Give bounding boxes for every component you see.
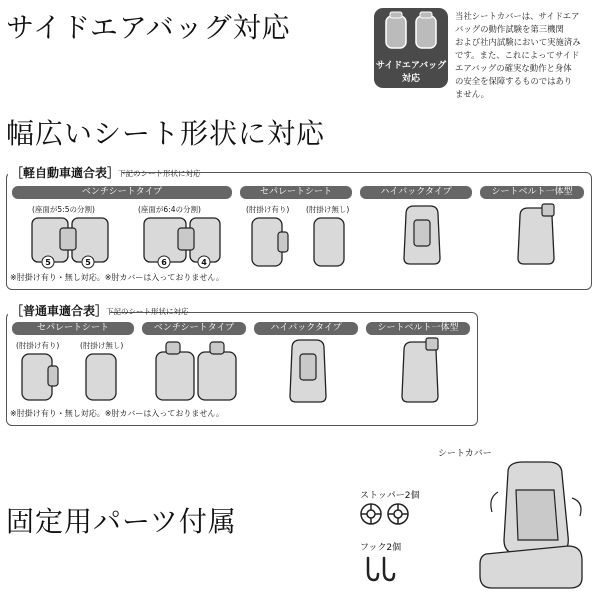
normal-header-bench: ベンチシートタイプ <box>142 322 246 335</box>
notice-line: および社内試験において実施済み <box>455 37 581 47</box>
normal-header-highback: ハイバックタイプ <box>254 322 358 335</box>
split-number: 4 <box>201 258 207 267</box>
kei-bench-sub-55: (座面が5:5の分割) <box>32 205 95 214</box>
kei-bench-sub-64: (座面が6:4の分割) <box>138 205 201 214</box>
kei-header-belt: シートベルト一体型 <box>480 186 584 199</box>
split-number: 6 <box>161 258 167 267</box>
kei-bench-64-number-labels <box>142 214 232 274</box>
normal-table-sub: 下記のシート形状に対応 <box>106 307 189 316</box>
kei-belt-seat-icon <box>514 202 564 268</box>
kei-highback-seat-icon <box>400 202 450 268</box>
heading-side-airbag: サイドエアバッグ対応 <box>6 11 291 44</box>
normal-sep-sub-noarm: (肘掛け無し) <box>80 341 124 350</box>
normal-separate-arm-seat-icon <box>18 350 68 406</box>
normal-header-belt: シートベルト一体型 <box>366 322 470 335</box>
notice-line: エアバッグの確実な動作と身体 <box>455 63 572 73</box>
heading-seat-shapes: 幅広いシート形状に対応 <box>6 117 326 150</box>
kei-sep-sub-noarm: (肘掛け無し) <box>306 205 350 214</box>
stopper-label: ストッパー2個 <box>360 491 420 501</box>
airbag-notice <box>455 10 595 101</box>
kei-table-label: ［軽自動車適合表］ <box>8 164 122 181</box>
notice-line: ません。 <box>455 89 490 99</box>
normal-sep-sub-arm: (肘掛け有り) <box>16 341 60 350</box>
seat-pair-icon <box>374 8 448 58</box>
kei-separate-arm-seat-icon <box>248 214 298 270</box>
side-airbag-badge <box>374 8 448 88</box>
normal-bench-seat-icon <box>152 338 242 408</box>
notice-line: です。また、これによってサイド <box>455 50 580 60</box>
normal-header-separate: セパレートシート <box>12 322 134 335</box>
stopper-icons <box>360 502 420 532</box>
notice-line: の安全を保障するものではあり <box>455 76 573 86</box>
split-number: 5 <box>85 258 91 267</box>
kei-header-bench: ベンチシートタイプ <box>12 186 232 199</box>
badge-line2: 対応 <box>401 74 420 84</box>
notice-line: バッグの動作試験を第三機関 <box>455 24 564 34</box>
kei-bench-55-number-labels <box>30 214 120 274</box>
heading-parts: 固定用パーツ付属 <box>6 505 237 538</box>
hook-label: フック2個 <box>360 543 402 553</box>
split-number: 5 <box>45 258 51 267</box>
badge-line1: サイドエアバッグ <box>375 61 447 71</box>
normal-table-label: ［普通車適合表］ <box>8 302 110 319</box>
kei-header-highback: ハイバックタイプ <box>360 186 472 199</box>
notice-line: 当社シートカバーは、サイドエア <box>455 11 580 21</box>
normal-belt-seat-icon <box>398 336 448 406</box>
hook-icons <box>362 556 412 590</box>
kei-separate-noarm-seat-icon <box>310 214 360 270</box>
normal-footnote: ※肘掛け有り・無し対応。※肘カバーは入っておりません。 <box>10 409 224 418</box>
seat-cover-label: シートカバー <box>438 449 492 459</box>
normal-separate-noarm-seat-icon <box>82 350 132 406</box>
kei-header-separate: セパレートシート <box>240 186 352 199</box>
kei-sep-sub-arm: (肘掛け有り) <box>246 205 290 214</box>
kei-footnote: ※肘掛け有り・無し対応。※肘カバーは入っておりません。 <box>10 273 224 282</box>
kei-table-sub: 下記のシート形状に対応 <box>118 169 201 178</box>
normal-highback-seat-icon <box>286 336 336 406</box>
seat-cover-illustration <box>478 462 588 592</box>
